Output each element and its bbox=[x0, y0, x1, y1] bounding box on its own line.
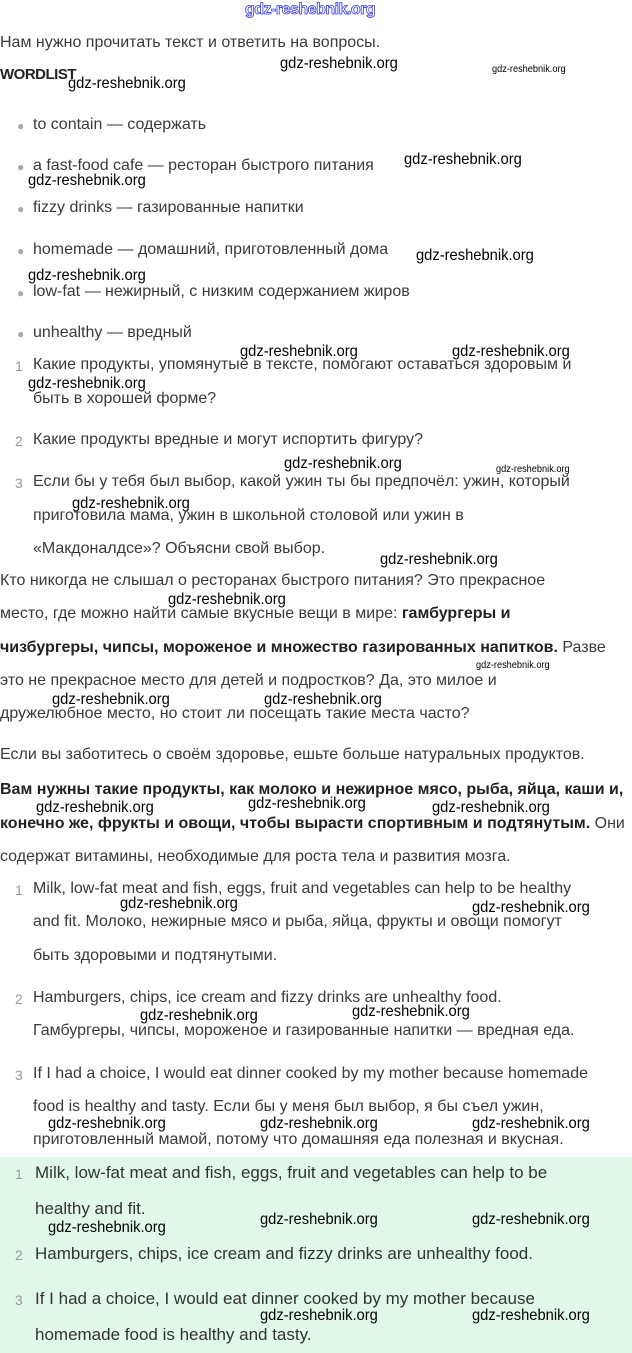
question-number: 2 bbox=[15, 433, 23, 449]
wordlist-item: unhealthy — вредный bbox=[33, 324, 192, 341]
wordlist-item: homemade — домашний, приготовленный дома bbox=[33, 241, 389, 258]
text-line: дружелюбное место, но стоит ли посещать такие места часто? bbox=[0, 705, 470, 722]
watermark-text: gdz-reshebnik.org bbox=[248, 795, 366, 812]
watermark-text: gdz-reshebnik.org bbox=[28, 375, 146, 392]
watermark-text: gdz-reshebnik.org bbox=[68, 75, 186, 92]
text-line bbox=[0, 814, 625, 834]
bullet-icon: ● bbox=[17, 327, 25, 341]
text-span: место, где можно найти самые вкусные вещи в мире: bbox=[0, 605, 402, 622]
answer-number: 1 bbox=[15, 1166, 23, 1182]
watermark-text: gdz-reshebnik.org bbox=[404, 151, 522, 168]
answer-number: 3 bbox=[15, 1067, 23, 1083]
question-line: Какие продукты вредные и могут испортить фигуру? bbox=[33, 431, 424, 448]
watermark-text: gdz-reshebnik.org bbox=[476, 660, 550, 671]
question-line: Какие продукты, упомянутые в тексте, помогают оставаться здоровым и bbox=[33, 356, 572, 373]
answer-number: 1 bbox=[15, 882, 23, 898]
watermark-text: gdz-reshebnik.org bbox=[284, 455, 402, 472]
watermark-text: gdz-reshebnik.org bbox=[264, 691, 382, 708]
bullet-icon: ● bbox=[17, 244, 25, 258]
watermark-text: gdz-reshebnik.org bbox=[492, 64, 566, 75]
watermark-text: gdz-reshebnik.org bbox=[36, 799, 154, 816]
answer-line: Milk, low-fat meat and fish, eggs, fruit and vegetables can help to be bbox=[35, 1163, 548, 1182]
answer-line: and fit. Молоко, нежирные мясо и рыба, яйца, фрукты и овощи помогут bbox=[33, 913, 562, 930]
bullet-icon: ● bbox=[17, 119, 25, 133]
answer-line: Гамбургеры, чипсы, мороженое и газированные напитки — вредная еда. bbox=[33, 1022, 575, 1039]
question-line: Если бы у тебя был выбор, какой ужин ты бы предпочёл: ужин, который bbox=[33, 473, 570, 490]
watermark-text: gdz-reshebnik.org bbox=[28, 267, 146, 284]
watermark-text: gdz-reshebnik.org bbox=[472, 1115, 590, 1132]
text-line: Кто никогда не слышал о ресторанах быстрого питания? Это прекрасное bbox=[0, 572, 546, 589]
bullet-icon: ● bbox=[17, 286, 25, 300]
watermark-text: gdz-reshebnik.org bbox=[472, 1211, 590, 1228]
watermark-text: gdz-reshebnik.org bbox=[52, 691, 170, 708]
intro-text: Нам нужно прочитать текст и ответить на вопросы. bbox=[0, 34, 381, 51]
watermark-text: gdz-reshebnik.org bbox=[140, 1007, 258, 1024]
question-line: «Макдоналдсе»? Объясни свой выбор. bbox=[33, 540, 326, 557]
text-bold: чизбургеры, чипсы, мороженое и множество газированных напитков. bbox=[0, 639, 558, 656]
watermark-text: gdz-reshebnik.org bbox=[260, 1115, 378, 1132]
watermark-text: gdz-reshebnik.org bbox=[432, 799, 550, 816]
watermark-text: gdz-reshebnik.org bbox=[452, 343, 570, 360]
answer-line: healthy and fit. bbox=[35, 1199, 146, 1218]
watermark-text: gdz-reshebnik.org bbox=[416, 247, 534, 264]
answer-line: If I had a choice, I would eat dinner cooked by my mother because homemade bbox=[33, 1065, 588, 1082]
answer-line: быть здоровыми и подтянутыми. bbox=[33, 947, 278, 964]
wordlist-item: fizzy drinks — газированные напитки bbox=[33, 199, 304, 216]
text-bold: гамбургеры и bbox=[401, 605, 511, 622]
bullet-icon: ● bbox=[17, 160, 25, 174]
watermark-text: gdz-reshebnik.org bbox=[72, 495, 190, 512]
site-watermark-header: gdz-reshebnik.org bbox=[245, 1, 376, 18]
question-number: 3 bbox=[15, 475, 23, 491]
watermark-text: gdz-reshebnik.org bbox=[472, 899, 590, 916]
watermark-text: gdz-reshebnik.org bbox=[260, 1307, 378, 1324]
answer-number: 3 bbox=[15, 1292, 23, 1308]
answer-line: If I had a choice, I would eat dinner cooked by my mother because bbox=[35, 1289, 535, 1308]
watermark-text: gdz-reshebnik.org bbox=[28, 172, 146, 189]
watermark-text: gdz-reshebnik.org bbox=[352, 1003, 470, 1020]
text-bold: конечно же, фрукты и овощи, чтобы вырасти спортивным и подтянутым. bbox=[0, 815, 591, 832]
answer-line: Hamburgers, chips, ice cream and fizzy drinks are unhealthy food. bbox=[33, 989, 502, 1006]
text-span: Разве bbox=[557, 639, 606, 656]
answer-line: Milk, low-fat meat and fish, eggs, fruit and vegetables can help to be healthy bbox=[33, 880, 572, 897]
question-line: быть в хорошей форме? bbox=[33, 390, 217, 407]
watermark-text: gdz-reshebnik.org bbox=[240, 343, 358, 360]
answer-number: 2 bbox=[15, 1247, 23, 1263]
answer-number: 2 bbox=[15, 991, 23, 1007]
text-bold: Вам нужны такие продукты, как молоко и нежирное мясо, рыба, яйца, каши и, bbox=[0, 781, 624, 798]
text-line: это не прекрасное место для детей и подростков? Да, это милое и bbox=[0, 672, 497, 689]
wordlist-item: a fast-food cafe — ресторан быстрого питания bbox=[33, 157, 374, 174]
bullet-icon: ● bbox=[17, 202, 25, 216]
watermark-text: gdz-reshebnik.org bbox=[496, 464, 570, 475]
watermark-text: gdz-reshebnik.org bbox=[168, 591, 286, 608]
watermark-text: gdz-reshebnik.org bbox=[48, 1115, 166, 1132]
wordlist-heading: WORDLIST bbox=[0, 66, 76, 83]
answer-line: приготовленный мамой, потому что домашняя еда полезная и вкусная. bbox=[33, 1131, 564, 1148]
question-line: приготовила мама, ужин в школьной столовой или ужин в bbox=[33, 507, 464, 524]
wordlist-item: low-fat — нежирный, с низким содержанием жиров bbox=[33, 283, 410, 300]
question-number: 1 bbox=[15, 358, 23, 374]
text-line: Если вы заботитесь о своём здоровье, ешьте больше натуральных продуктов. bbox=[0, 746, 585, 763]
watermark-text: gdz-reshebnik.org bbox=[260, 1211, 378, 1228]
text-span: Они bbox=[590, 815, 625, 832]
answer-line: food is healthy and tasty. Если бы у меня был выбор, я бы съел ужин, bbox=[33, 1098, 544, 1115]
text-line bbox=[0, 638, 606, 658]
watermark-text: gdz-reshebnik.org bbox=[472, 1307, 590, 1324]
watermark-text: gdz-reshebnik.org bbox=[280, 55, 398, 72]
wordlist-item: to contain — содержать bbox=[33, 116, 207, 133]
answer-line: Hamburgers, chips, ice cream and fizzy drinks are unhealthy food. bbox=[35, 1244, 533, 1263]
watermark-text: gdz-reshebnik.org bbox=[120, 895, 238, 912]
answer-line: homemade food is healthy and tasty. bbox=[35, 1325, 312, 1344]
watermark-text: gdz-reshebnik.org bbox=[380, 551, 498, 568]
text-line: содержат витамины, необходимые для роста тела и развития мозга. bbox=[0, 848, 511, 865]
watermark-text: gdz-reshebnik.org bbox=[48, 1219, 166, 1236]
